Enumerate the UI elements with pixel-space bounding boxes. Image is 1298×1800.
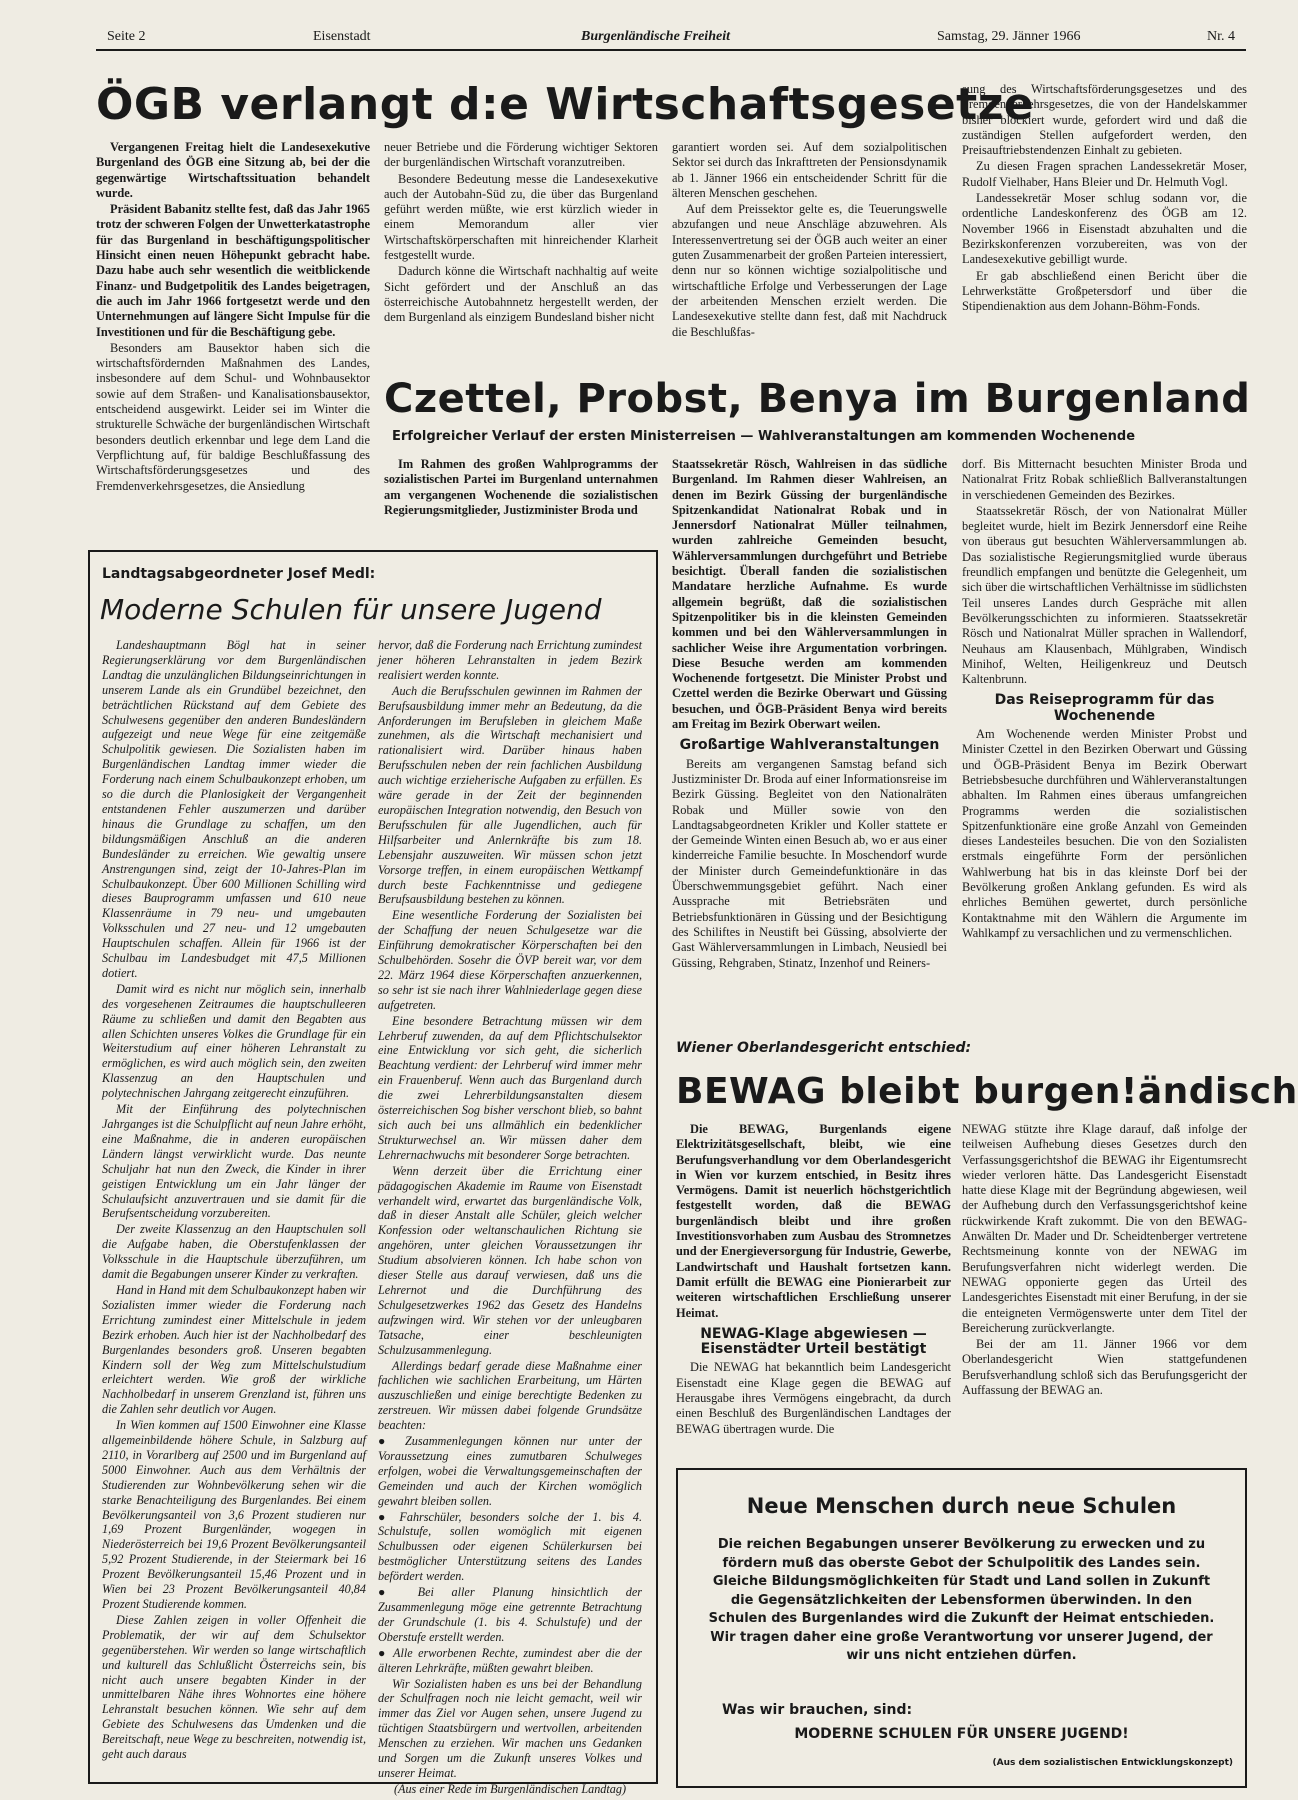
bewag-column-2 bbox=[962, 1122, 1247, 1458]
medl-paragraph: In Wien kommen auf 1500 Einwohner eine Klasse allgemeinbildende höhere Schule, in Salzburg auf 2110, in Vorarlberg auf 2500 und im Burgenland auf 5000 Einwohner. Auch aus dem Verhältnis der Studierenden zur Wohnbevölkerung sehen wir die starke Benachteiligung des Burgenlandes. Bei einem Bevölkerungsanteil von 3,6 Prozent studieren nur 1,69 Prozent Burgenländer, wogegen in Niederösterreich bei 19,6 Prozent Bevölkerungsanteil 5,92 Prozent Studierende, in der Steiermark bei 16 Prozent Bevölkerungsanteil 15,46 Prozent und in Wien bei 23 Prozent Bevölkerungsanteil 40,84 Prozent Studierende kommen. bbox=[102, 1418, 366, 1611]
oegb-column-4 bbox=[962, 82, 1247, 370]
medl-paragraph: Auch die Berufsschulen gewinnen im Rahmen der Berufsausbildung immer mehr an Bedeutung, da die Anforderungen im Berufsleben in gleichem Maße zunehmen, als die Wirtschaft mechanisiert und rationalisiert wird. Darüber hinaus haben Berufsschulen neben der rein fachlichen Ausbildung auch wichtige erzieherische Aufgaben zu erfüllen. Es wäre gerade in der Zeit der beginnenden europäischen Integration notwendig, den Besuch von Berufsschulen für alle Jugendlichen, auch für Hilfsarbeiter und Anlernkräfte bis zum 18. Lebensjahr auszuweiten. Wir müssen schon jetzt Vorsorge treffen, in einem europäischen Wettkampf durch beste Fachkenntnisse und gediegene Berufsausbildung bestehen zu können. bbox=[378, 683, 642, 907]
medl-bullet: ● Fahrschüler, besonders solche der 1. bis 4. Schulstufe, sollen womöglich mit eigenen Schulbussen oder eigenen Schülerkursen bei bestmöglicher Unterstützung seitens des Landes befördert werden. bbox=[378, 1509, 642, 1584]
czettel-paragraph: Am Wochenende werden Minister Probst und Minister Czettel in den Bezirken Oberwart und Güssing und ÖGB-Präsident Benya im Bezirk Oberwart Betriebsbesuche durchführen und Wählerveranstaltungen abhalten. Im Rahmen eines überaus umfangreichen Programms werden die sozialistischen Spitzenfunktionäre eine große Anzahl von Gemeinden dieses Landesteiles besuchen. Die von den Sozialisten erstmals eingeführte Form der persönlichen Wahlwerbung hat bis in das kleinste Dorf bei der Bevölkerung großen Anklang gefunden. Es wird als ehrliches Bemühen gewertet, durch persönliche Kontaktnahme mit den Wählern die Argumente im Wahlkampf zu versachlichen und zu vermenschlichen. bbox=[962, 727, 1247, 940]
medl-paragraph: Mit der Einführung des polytechnischen Jahrganges ist die Schulpflicht auf neun Jahre erhöht, eine Maßnahme, die in anderen europäischen Ländern längst verwirklicht wurde. Das neunte Schuljahr hat nun den Zweck, die Kinder in ihrer geistigen Entwicklung um ein Jahr länger der Schulaufsicht anzuvertrauen und sie damit für die Berufsentscheidung vorzubereiten. bbox=[102, 1102, 366, 1221]
czettel-paragraph: dorf. Bis Mitternacht besuchten Minister Broda und Nationalrat Fritz Robak schließlich Ballveranstaltungen in verschiedenen Gemeinden des Bezirkes. bbox=[962, 457, 1247, 502]
oegb-paragraph: Besonders am Bausektor haben sich die wirtschaftsfördernden Maßnahmen des Landes, insbesondere auf dem Schul- und Wohnbausektor sowie auf dem Straßen- und Kanalisationsbausektor, entscheidend ausgewirkt. Leider sei im Winter die strukturelle Schwäche der burgenländischen Wirtschaft besonders deutlich erkennbar und lege dem Land die Verpflichtung auf, für baldige Beschlußfassung des Wirtschaftsförderungsgesetzes und des Fremdenverkehrsgesetzes, die Ansiedlung bbox=[96, 340, 370, 493]
issue-number: Nr. 4 bbox=[1207, 29, 1235, 44]
schulen-slogan: MODERNE SCHULEN FÜR UNSERE JUGEND! bbox=[794, 1726, 1129, 1742]
czettel-subhead: Das Reiseprogramm für das Wochenende bbox=[994, 692, 1215, 724]
schulen-need: Was wir brauchen, sind: bbox=[722, 1702, 913, 1718]
oegb-paragraph: Zu diesen Fragen sprachen Landessekretär Moser, Rudolf Vielhaber, Hans Bleier und Dr. Helmuth Vogl. bbox=[962, 159, 1247, 189]
bewag-paragraph: NEWAG stützte ihre Klage darauf, daß infolge der teilweisen Aufhebung dieses Gesetzes durch den Verfassungsgerichtshof die BEWAG ihr Eigentumsrecht wieder verloren hätte. Das Landesgericht Eisenstadt hatte diese Klage mit der Begründung abgewiesen, weil der Aufhebung durch den Verfassungsgerichtshof keine rückwirkende Kraft zukommt. Die von den BEWAG-Anwälten Dr. Mader und Dr. Scheidtenberger vertretene Rechtsmeinung konnte von der NEWAG im Berufungsverfahren nicht widerlegt werden. Die NEWAG opponierte gegen das Urteil des Landesgerichtes Eisenstadt mit einer Berufung, in der sie die enteigneten Vermögenswerte unter dem Titel der Bereicherung zurückverlangte. bbox=[962, 1122, 1247, 1335]
schulen-headline: Neue Menschen durch neue Schulen bbox=[746, 1494, 1177, 1518]
medl-paragraph: hervor, daß die Forderung nach Errichtung zumindest jener höheren Lehranstalten in jedem Bezirk realisiert werden konnte. bbox=[378, 638, 642, 682]
medl-paragraph: Hand in Hand mit dem Schulbaukonzept haben wir Sozialisten immer wieder die Forderung nach Errichtung zumindest einer Mittelschule in jedem Bezirk erhoben. Auch hier ist der Nachholbedarf des Burgenlandes besonders groß. Unseren begabten Kindern soll der Weg zum Mittelschulstudium erleichtert werden. Wie groß der wirkliche Nachholbedarf in unserem Grenzland ist, führen uns die Zahlen sehr deutlich vor Augen. bbox=[102, 1282, 366, 1417]
medl-paragraph: Landeshauptmann Bögl hat in seiner Regierungserklärung vor dem Burgenländischen Landtag die unzulänglichen Bildungseinrichtungen in unserem Lande als ein Grundübel bezeichnet, den beträchtlichen Rückstand auf dem Gebiete des Schulwesens gegenüber den anderen Bundesländern aufgezeigt und neue Wege für eine zeitgemäße Schulpolitik gewiesen. Die Sozialisten haben im Burgenländischen Landtag immer wieder die Forderung nach einem Schulbaukonzept erhoben, um so die durch die Planlosigkeit der Vergangenheit entstandenen Fehler auszumerzen und darüber hinaus die Grundlage zu schaffen, um den bildungsmäßigen Anschluß an die anderen Bundesländer zu erreichen. Wie gewaltig unsere Anstrengungen sind, zeigt der 10-Jahres-Plan im Schulbaukonzept. Über 600 Millionen Schilling wird dieses Bauprogramm umfassen und 610 neue Klassenräume in 79 neu- und umgebauten Volksschulen und 27 neu- und 12 umgebauten Hauptschulen schaffen. Allein für 1966 ist der Schulbau im Landesbudget mit 47,5 Millionen dotiert. bbox=[102, 638, 366, 980]
medl-paragraph: Diese Zahlen zeigen in voller Offenheit die Problematik, der wir auf dem Schulsektor gegenüberstehen. Wir werden so lange wirtschaftlich und kulturell das Schlußlicht Österreichs sein, bis nicht auch unsere begabten Kinder in der unmittelbaren Nähe ihres Wohnortes eine höhere Lehranstalt besuchen können. Wie sehr auf dem Gebiete des Schulwesens das Umdenken und die Bereitschaft, neue Wege zu beschreiten, notwendig ist, geht auch daraus bbox=[102, 1612, 366, 1762]
bewag-kicker: Wiener Oberlandesgericht entschied: bbox=[676, 1040, 972, 1056]
medl-column-2 bbox=[378, 638, 642, 1796]
czettel-column-2 bbox=[672, 457, 947, 1037]
issue-date: Samstag, 29. Jänner 1966 bbox=[937, 29, 1081, 44]
oegb-headline: ÖGB verlangt d:e Wirtschaftsgesetze bbox=[96, 79, 1035, 130]
medl-kicker: Landtagsabgeordneter Josef Medl: bbox=[102, 566, 376, 582]
oegb-paragraph: Auf dem Preissektor gelte es, die Teuerungswelle abzufangen und neue Anschläge abzuwehren. Als Interessenvertretung sei der ÖGB auch weiter an einer guten Zusammenarbeit der großen Parteien interessiert, denn nur so können wichtige sozialpolitische und wirtschaftliche Erfolge und Verbesserungen der Lage der arbeitenden Menschen erzielt werden. Die Landesexekutive stellte dann fest, daß mit Nachdruck die Beschlußfas- bbox=[672, 202, 947, 339]
place-name: Eisenstadt bbox=[313, 29, 371, 44]
bewag-paragraph: Die NEWAG hat bekanntlich beim Landesgericht Eisenstadt eine Klage gegen die BEWAG auf Herausgabe ihres Vermögens eingebracht, da durch einen Beschluß des Burgenländischen Landtages der BEWAG übertragen wurde. Die bbox=[676, 1360, 951, 1436]
czettel-lead: Im Rahmen des großen Wahlprogramms der sozialistischen Partei im Burgenland unternahmen am vergangenen Wochenende die sozialistischen Regierungsmitglieder, Justizminister Broda und bbox=[384, 457, 658, 517]
schulen-box bbox=[676, 1468, 1247, 1788]
bewag-lead: Die BEWAG, Burgenlands eigene Elektrizitätsgesellschaft, bleibt, wie eine Berufungsverhandlung vor dem Oberlandesgericht in Wien vor kurzem entschied, in Besitz ihres Vermögens. Damit ist neuerlich höchstgerichtlich festgestellt worden, daß die BEWAG burgenländisch bleibt und ihre großen Investitionsvorhaben zum Ausbau des Stromnetzes und der Energieversorgung für Industrie, Gewerbe, Landwirtschaft und Haushalt fortsetzen kann. Damit erfüllt die BEWAG eine Pionierarbeit zur weiteren wirtschaftlichen Erschließung unserer Heimat. bbox=[676, 1122, 951, 1320]
medl-paragraph: Eine besondere Betrachtung müssen wir dem Lehrberuf zuwenden, da auf dem Pflichtschulsektor eine Entwicklung vor sich geht, die sicherlich Beachtung verdient: der Lehrberuf wird immer mehr ein Frauenberuf. Wenn auch das Burgenland durch die zwei Lehrerbildungsanstalten diesem österreichischen Sog bisher verschont blieb, so bahnt sich auch bei uns allmählich ein bedenklicher Strukturwechsel an. Wir müssen daher dem Lehrernachwuchs mit besonderer Sorge betrachten. bbox=[378, 1013, 642, 1162]
medl-paragraph: Der zweite Klassenzug an den Hauptschulen soll die Aufgabe haben, die Oberstufenklassen der Volksschule in die Hauptschule überzuführen, um damit die Begabungen unserer Kinder zu verkraften. bbox=[102, 1222, 366, 1282]
oegb-paragraph: garantiert worden sei. Auf dem sozialpolitischen Sektor sei durch das Inkrafttreten der Pensionsdynamik ab 1. Jänner 1966 ein entscheidender Schritt für die älteren Menschen geschehen. bbox=[672, 140, 947, 200]
czettel-subhead: Großartige Wahlveranstaltungen bbox=[679, 737, 940, 754]
medl-source-note: (Aus einer Rede im Burgenländischen Landtag) bbox=[393, 1781, 627, 1796]
oegb-paragraph: neuer Betriebe und die Förderung wichtiger Sektoren der burgenländischen Wirtschaft voranzutreiben. bbox=[384, 140, 658, 170]
page-number: Seite 2 bbox=[107, 29, 146, 44]
czettel-headline: Czettel, Probst, Benya im Burgenland bbox=[384, 376, 1251, 422]
medl-column-1 bbox=[102, 638, 366, 1774]
oegb-paragraph: Besondere Bedeutung messe die Landesexekutive auch der Autobahn-Süd zu, die über das Burgenland geführt werden müßte, wie erst kürzlich wieder in einem Memorandum aller vier Wirtschaftskörperschaften mit hinreichender Klarheit festgestellt wurde. bbox=[384, 171, 658, 263]
medl-paragraph: Allerdings bedarf gerade diese Maßnahme einer fachlichen wie sachlichen Erarbeitung, um Härten auszuschließen und einige berechtigte Bedenken zu zerstreuen. Wir müssen dabei folgende Grundsätze beachten: bbox=[378, 1358, 642, 1433]
czettel-lead: Staatssekretär Rösch, Wahlreisen in das südliche Burgenland. Im Rahmen dieser Wahlreisen, an denen im Bezirk Güssing der burgenländische Spitzenkandidat Nationalrat Robak und in Jennersdorf Nationalrat Müller teilnahmen, wurden zahlreiche Gemeinden besucht, Wählerversammlungen durchgeführt und Betriebe besichtigt. Überall fanden die sozialistischen Mandatare herzliche Aufnahme. Es wurde allgemein begrüßt, daß die sozialistischen Spitzenpolitiker bis in die kleinsten Gemeinden kommen und bei den Wählerversammlungen in sachlicher Weise ihre Argumentation vorbringen. Diese Besuche werden am kommenden Wochenende fortgesetzt. Die Minister Probst und Czettel werden die Bezirke Oberwart und Güssing besuchen, und ÖGB-Präsident Benya wird bereits am Freitag im Bezirk Oberwart weilen. bbox=[672, 457, 947, 732]
czettel-column-1 bbox=[384, 457, 658, 537]
bewag-paragraph: Bei der am 11. Jänner 1966 vor dem Oberlandesgericht Wien stattgefundenen Berufsverhandlung schloß sich das Berufungsgericht der Auffassung der BEWAG an. bbox=[962, 1337, 1247, 1398]
oegb-column-3 bbox=[672, 140, 947, 370]
czettel-paragraph: Bereits am vergangenen Samstag befand sich Justizminister Dr. Broda auf einer Informationsreise im Bezirk Güssing. Begleitet von den Nationalräten Robak und Müller sowie von den Landtagsabgeordneten Krikler und Koller stattete er der Gemeinde Winten einen Besuch ab, wo er aus einer kinderreiche Familie besuchte. In Moschendorf wurde der Minister durch Gemeindefunktionäre in das Überschwemmungsgebiet geführt. Nach einer Aussprache mit Betriebsräten und Betriebsfunktionären in Güssing und der Besichtigung des Schiliftes in Neustift bei Güssing, absolvierte der Gast Wählerversammlungen in Limbach, Neusiedl bei Güssing, Rehgraben, Stinatz, Inzenhof und Reiners- bbox=[672, 756, 947, 970]
oegb-paragraph: Er gab abschließend einen Bericht über die Lehrwerkstätte Großpetersdorf und über die Stipendienaktion aus dem Johann-Böhm-Fonds. bbox=[962, 268, 1247, 314]
medl-paragraph: Damit wird es nicht nur möglich sein, innerhalb des vorgesehenen Zeitraumes die hauptschulleeren Räume zu schließen und damit den Begabten aus allen Schichten unseres Volkes die Grundlage für ein Weiterstudium auf einer höheren Lehranstalt zu ermöglichen, es wird auch möglich sein, den zweiten Klassenzug an den Hauptschulen und polytechnischen Jahrgang zeitgerecht einzuführen. bbox=[102, 981, 366, 1101]
oegb-lead: Vergangenen Freitag hielt die Landesexekutive Burgenland des ÖGB eine Sitzung ab, bei der die gegenwärtige Wirtschaftssituation behandelt wurde. bbox=[96, 140, 370, 200]
medl-bullet: ● Zusammenlegungen können nur unter der Voraussetzung eines zumutbaren Schulweges erfolgen, wobei die Verwaltungsgemeinschaften der Gemeinden und auch der Kirchen womöglich gewahrt bleiben sollen. bbox=[378, 1434, 642, 1508]
oegb-column-1 bbox=[96, 140, 370, 540]
medl-paragraph: Eine wesentliche Forderung der Sozialisten bei der Schaffung der neuen Schulgesetze war die Einführung demokratischer Körperschaften bei den Schulbehörden. Sosehr die ÖVP bereit war, vor dem 22. März 1964 diese Körperschaften anzuerkennen, so sehr ist sie nach ihrer Wahlniederlage gegen diese aufgetreten. bbox=[378, 908, 642, 1012]
oegb-column-2 bbox=[384, 140, 658, 370]
oegb-paragraph: sung des Wirtschaftsförderungsgesetzes und des Fremdenverkehrsgesetzes, die von der Handelskammer bisher blockiert wurde, gefordert wird und daß die zuständigen Stellen aufgefordert werden, den Preisauftriebstendenzen Einhalt zu gebieten. bbox=[962, 82, 1247, 158]
czettel-subheadline: Erfolgreicher Verlauf der ersten Ministerreisen — Wahlveranstaltungen am kommenden Wochenende bbox=[392, 429, 1136, 444]
oegb-paragraph: Landessekretär Moser schlug sodann vor, die ordentliche Landeskonferenz des ÖGB am 12. November 1966 in Eisenstadt abzuhalten und die Bezirkskonferenzen vorzubereiten, was von der Landesexekutive gebilligt wurde. bbox=[962, 191, 1247, 267]
medl-bullet: ● Alle erworbenen Rechte, zumindest aber die der älteren Lehrkräfte, müßten gewahrt bleiben. bbox=[378, 1645, 642, 1675]
medl-headline: Moderne Schulen für unsere Jugend bbox=[100, 593, 602, 626]
page-header bbox=[107, 29, 1247, 49]
bewag-headline: BEWAG bleibt burgen!ändisch bbox=[676, 1071, 1298, 1112]
medl-bullet: ● Bei aller Planung hinsichtlich der Zusammenlegung möge eine getrennte Betrachtung der Grundschule (1. bis 4. Schulstufe) und der Oberstufe erstellt werden. bbox=[378, 1585, 642, 1644]
czettel-paragraph: Staatssekretär Rösch, der von Nationalrat Müller begleitet wurde, hielt im Bezirk Jennersdorf eine Reihe von überaus gut besuchten Wählerversammlungen ab. Das sozialistische Regierungsmitglied wurde überaus freundlich empfangen und benützte die Gelegenheit, um sich über die wirtschaftlichen Verhältnisse im südlichsten Teil unseres Landes durch Gespräche mit allen Bevölkerungsschichten zu informieren. Staatssekretär Rösch und Nationalrat Müller sprachen in Wallendorf, Neuhaus am Klausenbach, Mühlgraben, Windisch Minihof, Welten, Heiligenkreuz und Deutsch Kaltenbrunn. bbox=[962, 503, 1247, 687]
medl-article-box bbox=[88, 550, 658, 1796]
schulen-body: Die reichen Begabungen unserer Bevölkerung zu erwecken und zu fördern muß das oberste Gebot der Schulpolitik des Landes sein. Gleiche Bildungsmöglichkeiten für Stadt und Land sollen in Zukunft die Gegensätzlichkeiten der Lebensformen überwinden. In den Schulen des Burgenlandes wird die Zukunft der Heimat entschieden. Wir tragen daher eine große Verantwortung vor unserer Jugend, der wir uns nicht entziehen dürfen. bbox=[708, 1537, 1215, 1663]
header-rule bbox=[96, 49, 1246, 51]
schulen-source: (Aus dem sozialistischen Entwicklungskonzept) bbox=[992, 1758, 1233, 1768]
oegb-paragraph: Präsident Babanitz stellte fest, daß das Jahr 1965 trotz der schweren Folgen der Unwetterkatastrophe für das Burgenland in beschäftigungspolitischer Hinsicht einen neuen Höhepunkt gebracht habe. Dazu habe auch sehr wesentlich die weitblickende Finanz- und Budgetpolitik des Landes beigetragen, die auch im Jahr 1966 fortgesetzt werde und den Unternehmungen auf längere Sicht Impulse für die Investitionen und für die Beschäftigung gebe. bbox=[96, 202, 370, 339]
bewag-column-1 bbox=[676, 1122, 951, 1458]
czettel-column-3 bbox=[962, 457, 1247, 1037]
medl-paragraph: Wir Sozialisten haben es uns bei der Behandlung der Schulfragen noch nie leicht gemacht, weil wir immer das Ziel vor Augen sehen, unsere Jugend zu tüchtigen Staatsbürgern und wertvollen, arbeitenden Menschen zu erziehen. Wir machen uns Gedanken und Sorgen um die Zukunft unseres Volkes und unserer Heimat. bbox=[378, 1676, 642, 1780]
newspaper-name: Burgenländische Freiheit bbox=[581, 29, 730, 44]
medl-paragraph: Wenn derzeit über die Errichtung einer pädagogischen Akademie im Raume von Eisenstadt verhandelt wird, erwartet das burgenländische Volk, daß in dieser Anstalt alle Schüler, gleich welcher Konfession oder weltanschaulichen Richtung sie angehören, unter gleichen Voraussetzungen ihr Studium absolvieren können. Ich habe schon von dieser Stelle aus darauf verwiesen, daß uns die Lehrernot und die Durchführung des Schulgesetzwerkes 1962 das Gesetz des Handelns aufzwingen wird. Wir stehen vor der unleugbaren Tatsache, einer beschleunigten Schulzusammenlegung. bbox=[378, 1163, 642, 1357]
bewag-subhead: NEWAG-Klage abgewiesen — Eisenstädter Urteil bestätigt bbox=[700, 1325, 927, 1358]
oegb-paragraph: Dadurch könne die Wirtschaft nachhaltig auf weite Sicht gefördert und der Anschluß an das österreichische Autobahnnetz hergestellt werden, der dem Burgenland als einzigem Bundesland bisher nicht bbox=[384, 264, 658, 325]
